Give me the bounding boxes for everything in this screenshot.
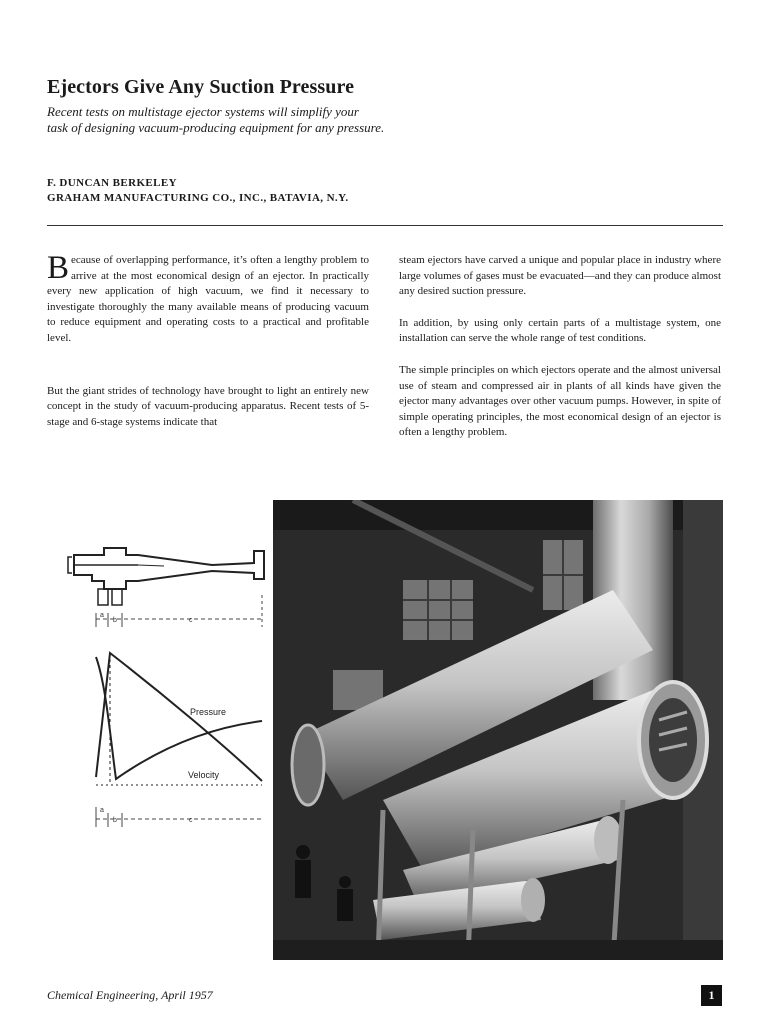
- dim-label-a: a: [100, 612, 104, 619]
- header-divider: [47, 225, 723, 226]
- paragraph: In addition, by using only certain parts of a multistage system, one installation can serve the whole range of test conditions.: [399, 316, 721, 345]
- dim-label-c: c: [189, 617, 193, 624]
- subtitle-line: Recent tests on multistage ejector systems will simplify your: [47, 104, 359, 119]
- ejector-installation-photo: [273, 500, 723, 960]
- byline: [47, 176, 349, 206]
- author-affiliation: GRAHAM MANUFACTURING CO., INC., BATAVIA, N.Y.: [47, 192, 349, 204]
- dim-label-a: a: [100, 807, 104, 814]
- dimension-line-bottom: [96, 807, 262, 827]
- paragraph: steam ejectors have carved a unique and popular place in industry where large volumes of gases must be evacuated—and they can produce almost any desired suction pressure.: [399, 254, 721, 298]
- dimension-line-top: [96, 595, 262, 627]
- page-number: 1: [701, 985, 722, 1006]
- dim-label-b: b: [113, 817, 117, 824]
- drop-cap: B: [47, 250, 70, 286]
- publication-source: Chemical Engineering, April 1957: [47, 988, 213, 1002]
- text-column-left: [47, 250, 369, 446]
- dim-label-b: b: [113, 617, 117, 624]
- text-column-right: [399, 253, 721, 457]
- performance-curves: [96, 653, 262, 785]
- paragraph: But the giant strides of technology have brought to light an entirely new concept in the study of vacuum-producing apparatus. Recent tests of 5-stage and 6-stage systems indicate that: [47, 384, 369, 428]
- paragraph: The simple principles on which ejectors operate and the almost universal use of steam and compressed air in plants of all kinds have given the ejector many advantages over other vacuum pumps. However, in spite of simple operating principles, the most economical design of an ejector is often a lengthy problem.: [399, 363, 721, 439]
- ejector-cross-section: [68, 548, 264, 605]
- article-title: Ejectors Give Any Suction Pressure: [47, 76, 355, 98]
- author-name: F. DUNCAN BERKELEY: [47, 177, 177, 189]
- dim-label-c: c: [189, 817, 193, 824]
- ejector-diagram: [44, 535, 272, 835]
- velocity-curve: [96, 653, 262, 781]
- paragraph-text: ecause of overlapping performance, it’s often a lengthy problem to arrive at the most economical design of an ejector. In practically every new application of high vacuum, we find it necessary to investigate thoroughly the many available means of producing vacuum to reduce equipment and operating costs to a practical and profitable level.: [47, 254, 369, 344]
- paragraph: [47, 250, 369, 347]
- article-subtitle: [47, 104, 467, 136]
- velocity-label: Velocity: [188, 770, 220, 780]
- pressure-curve: [96, 657, 262, 779]
- pressure-label: Pressure: [190, 707, 227, 717]
- subtitle-line: task of designing vacuum-producing equipment for any pressure.: [47, 120, 385, 135]
